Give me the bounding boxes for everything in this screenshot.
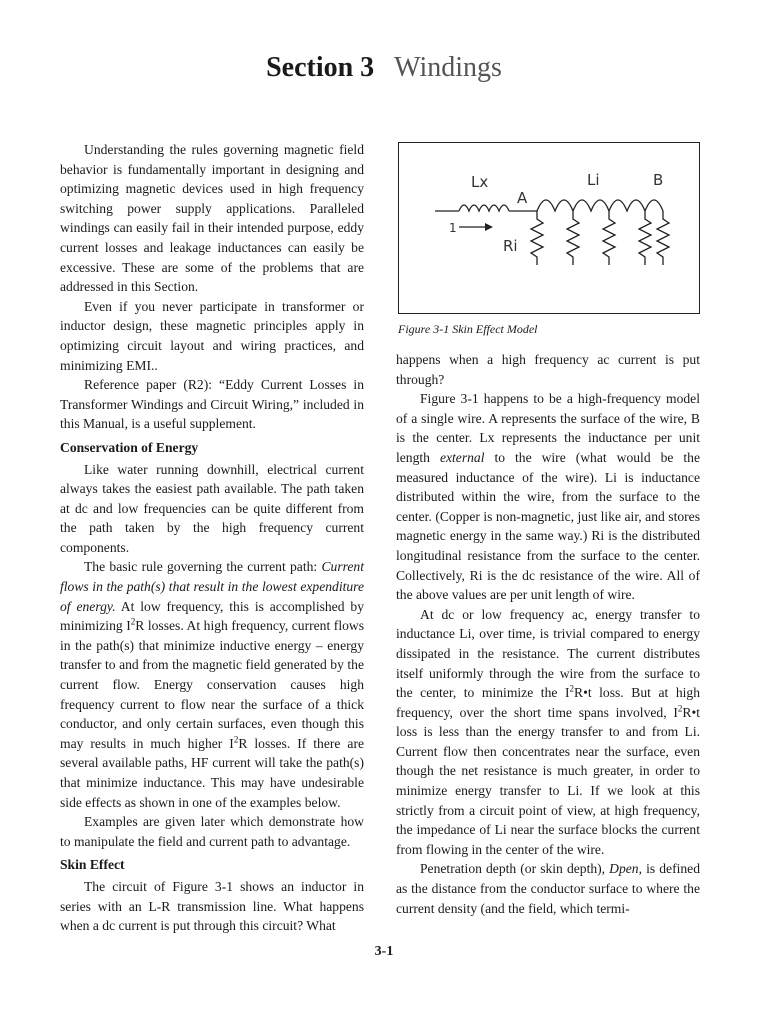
resistor-ri-4 [639, 211, 651, 265]
paragraph-water-analogy: Like water running downhill, electrical current always takes the easiest path available. The path taken at dc and low frequencies can be quite different from the path taken by the high frequency current components. [60, 461, 364, 555]
inductor-li-chain [537, 200, 663, 211]
circuit-diagram [399, 143, 699, 313]
page-title [0, 48, 768, 88]
resistor-ri-3 [603, 211, 615, 265]
paragraph-dc-vs-hf: At dc or low frequency ac, energy transfer to inductance Li, over time, is trivial compared to energy dissipated in the resistance. The current distributes itself uniformly through the wire from the surface to the center, to minimize the $I^2R•t$ loss. But at high frequency, over the short time spans involved, $I^2R•t$ loss is less than the energy transfer to and from Li. Current flow then concentrates near the surface, even though the net resistance is much greater, in order to minimize energy transfer to Li. If we look at this strictly from a circuit point of view, at high frequency, the impedance of Li near the surface blocks the current from flowing in the center of the wire. [396, 606, 700, 857]
figure-caption: Figure 3-1 Skin Effect Model [398, 322, 538, 336]
paragraph-intro: Understanding the rules governing magnetic field behavior is fundamentally important in designing and optimizing magnetic devices used in high frequency switching power supply applications. Paralleled windings can easily fail in their intended purpose, eddy current losses and leakage inductances can easily be excessive. These are some of the problems that are addressed in this Section. [60, 142, 364, 295]
paragraph-basic-rule: The basic rule governing the current path: Current flows in the path(s) that result in the lowest expenditure of energy. At low frequency, this is accomplished by minimizing $I^2R$ losses. At high frequency, current flows in the path(s) that minimize inductive energy – energy transfer to and from the magnetic field generated by the current flow. Energy conservation causes high frequency current to flow near the surface of a thick conductor, and only certain surfaces, even though this may results in much higher $I^2R$ losses. If there are several available paths, HF current will take the path(s) that minimize inductance. This may have undesirable side effects as shown in one of the examples below. [60, 559, 365, 810]
heading-conservation-of-energy: Conservation of Energy [60, 439, 199, 455]
resistor-ri-2 [567, 211, 579, 265]
label-lx: Lx [471, 173, 489, 191]
inductor-lx [459, 205, 509, 211]
paragraph-principles: Even if you never participate in transformer or inductor design, these magnetic principles apply in optimizing circuit layout and wiring practices, and minimizing EMI.. [60, 298, 364, 373]
paragraph-penetration-depth: Penetration depth (or skin depth), Dpen, is defined as the distance from the conductor surface to where the current density (and the field, which termi- [396, 861, 700, 916]
label-ri: Ri [503, 237, 518, 255]
figure-skin-effect-model [398, 142, 700, 314]
resistor-ri-1 [531, 211, 543, 265]
current-arrow-head [485, 223, 493, 231]
section-number: Section 3 [266, 52, 375, 83]
paragraph-reference: Reference paper (R2): “Eddy Current Losses in Transformer Windings and Circuit Wiring,” included in this Manual, is a useful supplement. [60, 377, 364, 432]
paragraph-model-description: Figure 3-1 happens to be a high-frequency model of a single wire. A represents the surface of the wire, B is the center. Lx represents the inductance per unit length external to the wire (what would be the measured inductance of the wire). Li is inductance distributed within the wire, from the surface to the center. (Copper is non-magnetic, just like air, and stores magnetic energy in the same way.) Ri is the distributed longitudinal resistance from the surface to the center. Collectively, Ri is the dc resistance of the wire. All of the above values are per unit length of wire. [396, 391, 700, 603]
label-b: B [653, 171, 664, 189]
left-column [60, 140, 364, 936]
paragraph-continuation: happens when a high frequency ac current is put through? [396, 352, 700, 387]
paragraph-examples: Examples are given later which demonstrate how to manipulate the field and current path to advantage. [60, 814, 364, 849]
label-li: Li [587, 171, 600, 189]
label-current: 1 [449, 221, 457, 235]
page-number: 3-1 [374, 944, 394, 959]
resistor-ri-5 [657, 211, 669, 265]
heading-skin-effect: Skin Effect [60, 857, 125, 873]
section-title: Windings [394, 52, 502, 83]
right-column [396, 350, 700, 918]
label-a: A [517, 189, 528, 207]
paragraph-skin-effect: The circuit of Figure 3-1 shows an inductor in series with an L-R transmission line. What happens when a dc current is put through this circuit? What [60, 878, 364, 934]
